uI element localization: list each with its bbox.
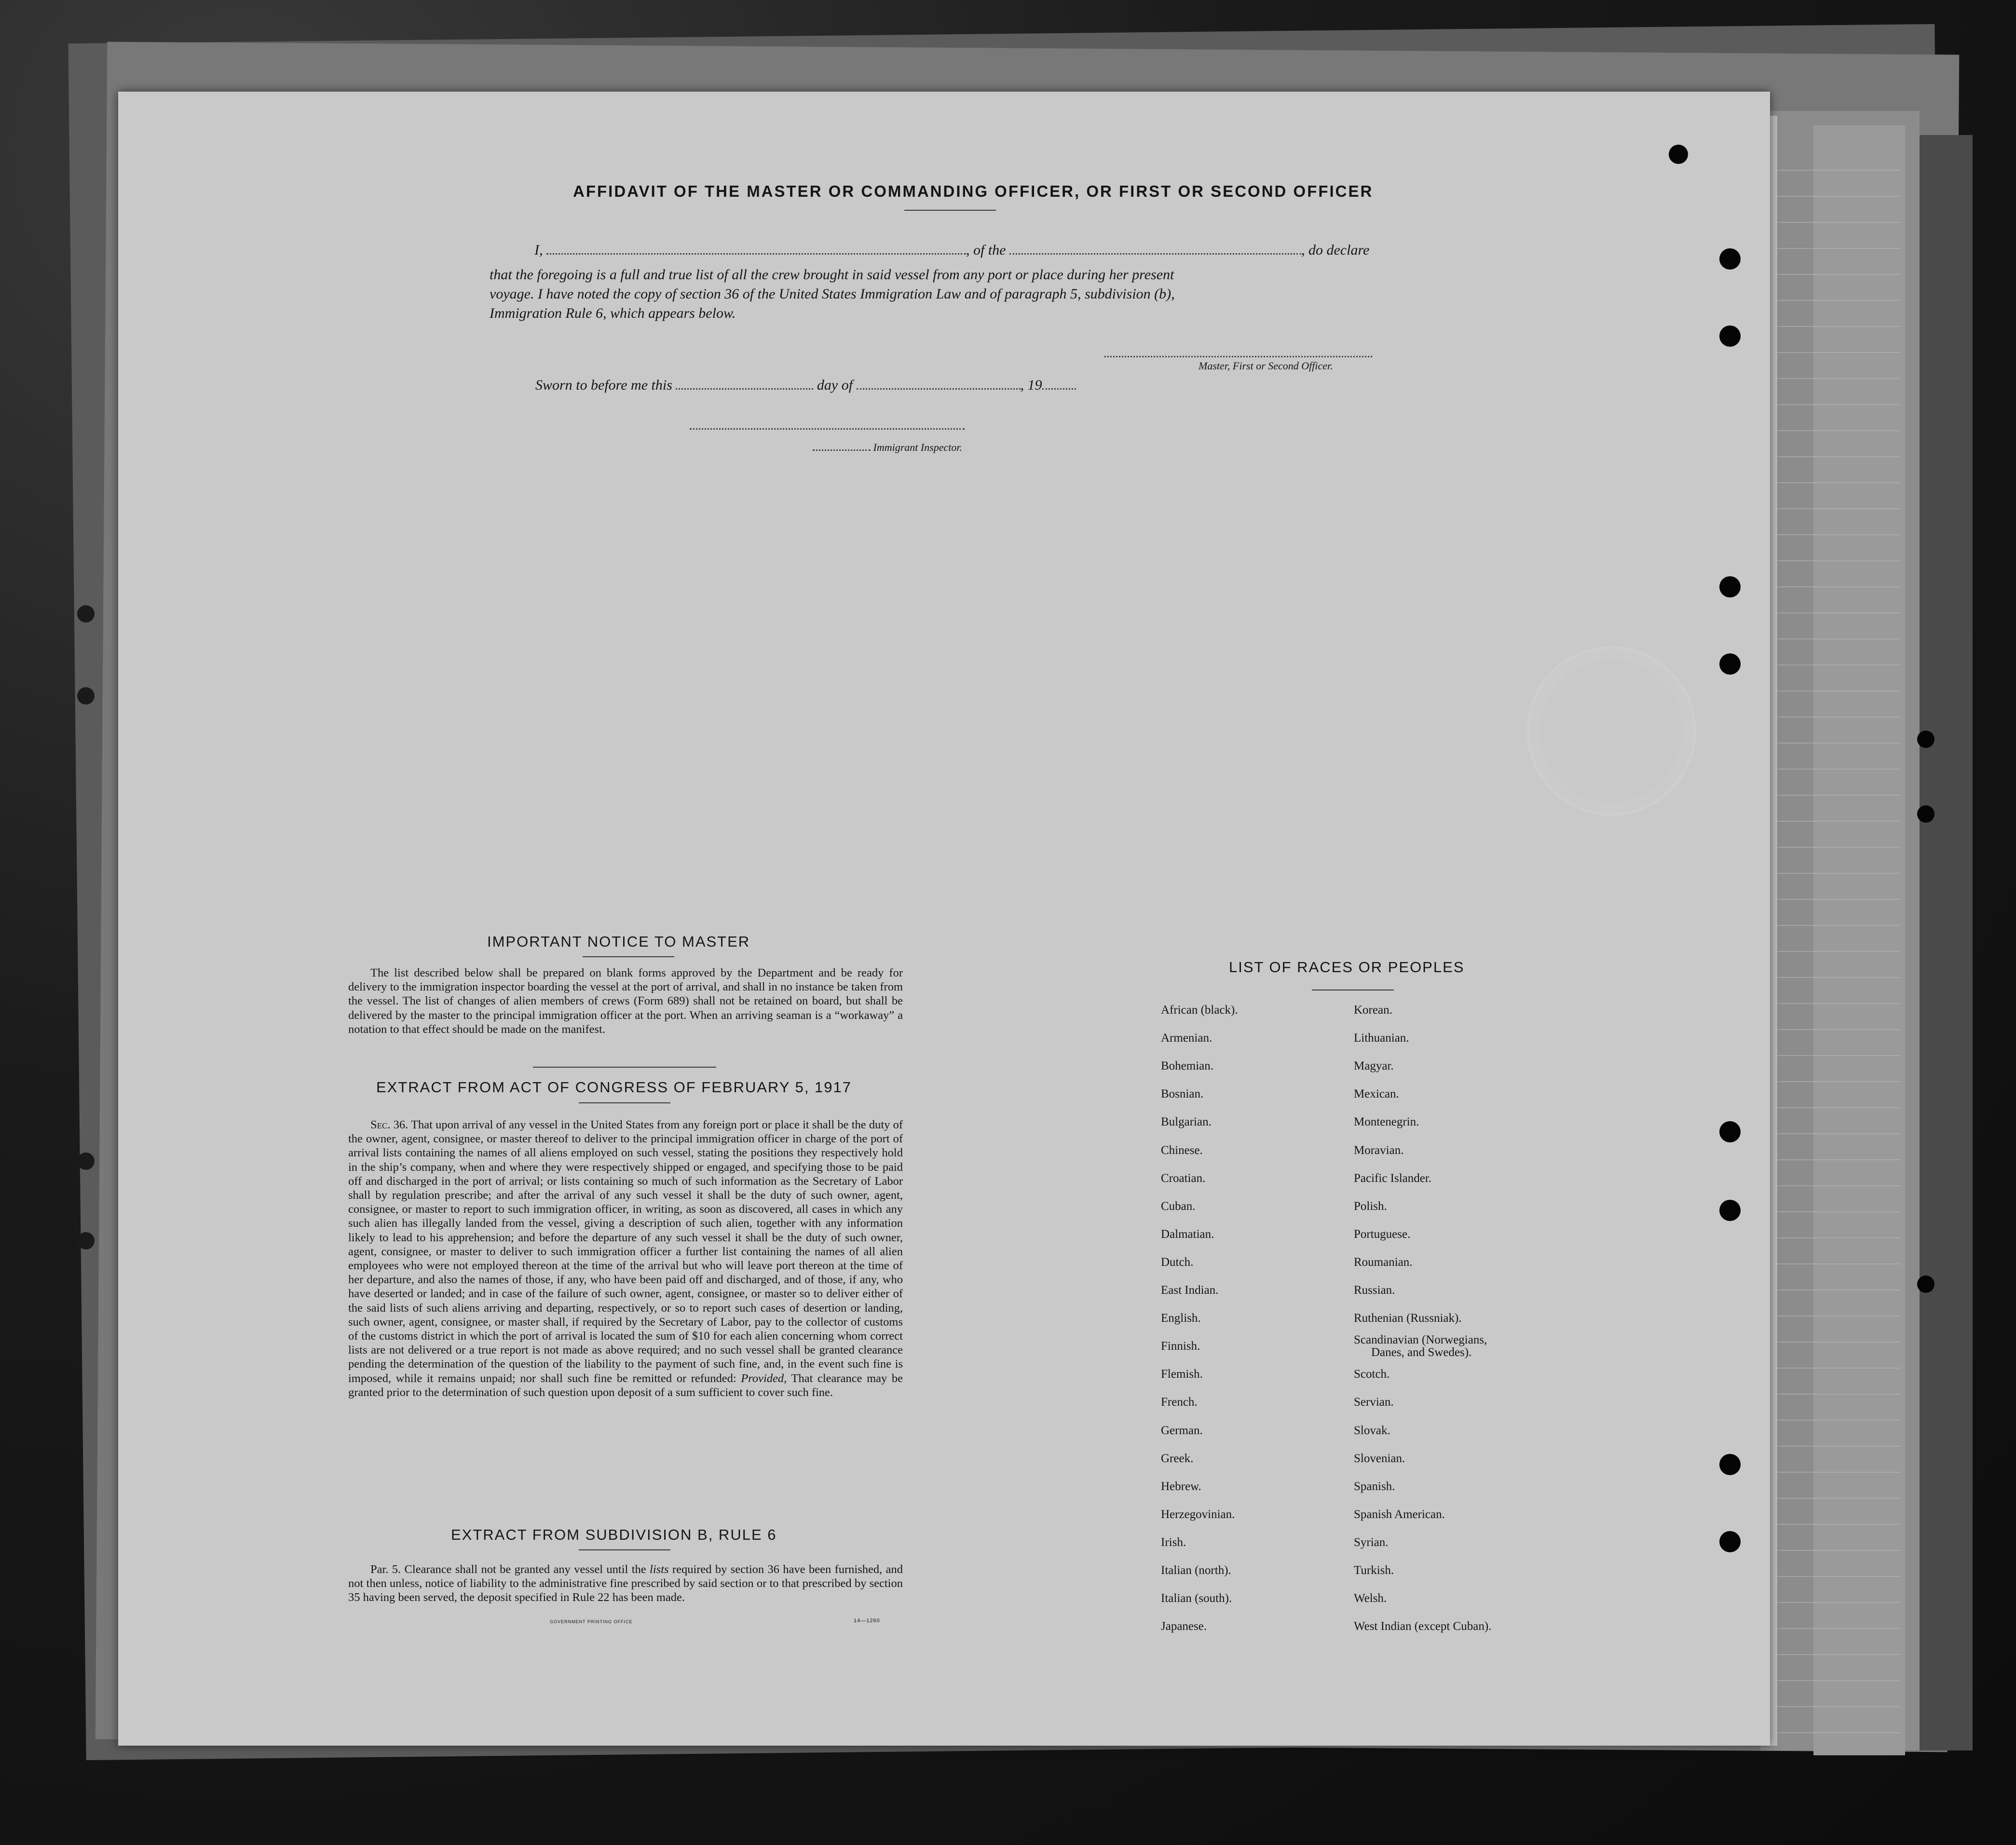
race-item: Ruthenian (Russniak). [1354, 1312, 1462, 1325]
race-item: Chinese. [1161, 1143, 1203, 1157]
act-body-tail: That clearance may be granted prior to the determination of such question upon deposit of a sum sufficient to cover such fine. [348, 1371, 903, 1399]
punch-hole [1719, 1454, 1741, 1475]
race-item: Dutch. [1161, 1255, 1194, 1269]
provided-word: Provided, [741, 1371, 787, 1385]
punch-hole [1719, 653, 1741, 675]
day-blank [676, 385, 813, 390]
notice-end-rule [533, 1067, 716, 1068]
race-item: Roumanian. [1354, 1255, 1413, 1269]
race-item: Moravian. [1354, 1143, 1404, 1157]
rule-body-tail: required by section 36 have been furnished, and not then unless, notice of liability to the administrative fine prescribed by said section or to that prescribed by section 35 having been served, the deposit specified in Rule 22 has been made. [348, 1563, 903, 1604]
race-item: Bulgarian. [1161, 1115, 1212, 1129]
race-item: Irish. [1161, 1535, 1186, 1549]
inspector-dots [813, 448, 871, 451]
race-item: Dalmatian. [1161, 1227, 1214, 1241]
race-item: Russian. [1354, 1284, 1395, 1297]
sworn-text: Sworn to before me this [535, 377, 672, 393]
affidavit-line3: voyage. I have noted the copy of section 36 of the United States Immigration Law and of paragraph 5, subdivision (b), [490, 286, 1175, 302]
year-blank [1042, 385, 1076, 390]
race-item: Italian (north). [1161, 1564, 1231, 1577]
printer-imprint: GOVERNMENT PRINTING OFFICE [550, 1619, 633, 1624]
inspector-caption-text: Immigrant Inspector. [873, 441, 963, 453]
sec-label: Sec. 36. [370, 1118, 409, 1131]
race-item: Welsh. [1354, 1592, 1387, 1605]
race-item: Spanish American. [1354, 1507, 1445, 1521]
sworn-line [535, 377, 1076, 393]
affidavit-do-declare: , do declare [1301, 242, 1370, 258]
embossed-seal [1526, 646, 1696, 816]
affidavit-i: I, [534, 242, 543, 258]
race-item: Armenian. [1161, 1031, 1212, 1045]
race-item: Herzegovinian. [1161, 1507, 1235, 1521]
punch-hole [1719, 576, 1741, 597]
race-item: Hebrew. [1161, 1479, 1201, 1493]
races-title: LIST OF RACES OR PEOPLES [1229, 959, 1465, 976]
underlying-sheet-edge [1915, 135, 1973, 1750]
affidavit-line2: that the foregoing is a full and true list of all the crew brought in said vessel from any port or place during her present [490, 267, 1174, 283]
document-page [118, 92, 1770, 1746]
form-number: 14—1260 [854, 1618, 880, 1624]
race-item: Cuban. [1161, 1199, 1196, 1213]
race-item-line: Scandinavian (Norwegians, [1354, 1333, 1487, 1347]
punch-hole [77, 1153, 95, 1170]
inspector-line [690, 428, 965, 430]
race-item: Flemish. [1161, 1368, 1203, 1381]
race-item: Spanish. [1354, 1479, 1395, 1493]
punch-hole [1719, 1121, 1741, 1142]
year-prefix: , 19 [1020, 377, 1042, 393]
race-item: Montenegrin. [1354, 1115, 1419, 1129]
race-item: Finnish. [1161, 1340, 1200, 1353]
punch-hole [77, 605, 95, 623]
race-item: African (black). [1161, 1004, 1238, 1017]
race-item: Bosnian. [1161, 1087, 1204, 1101]
race-item: Slovenian. [1354, 1452, 1405, 1465]
signature-line [1104, 356, 1372, 357]
punch-hole [1719, 1200, 1741, 1221]
punch-hole [1917, 731, 1934, 748]
lists-word: lists [650, 1563, 669, 1576]
race-item: Korean. [1354, 1004, 1392, 1017]
race-item: Japanese. [1161, 1620, 1207, 1633]
race-item: Syrian. [1354, 1535, 1389, 1549]
race-item: German. [1161, 1424, 1203, 1437]
affidavit-of-the: , of the [966, 242, 1006, 258]
race-item: Lithuanian. [1354, 1031, 1409, 1045]
punch-hole [1719, 248, 1741, 270]
notice-body-text: The list described below shall be prepared on blank forms approved by the Department and be ready for delivery to the immigration inspector boarding the vessel at the port of arrival, and shall in no instance be taken from the vessel. The list of changes of alien members of crews (Form 689) shall not be retained on board, but shall be delivered by the master to the principal immigration officer at the port. When an arriving seaman is a “workaway” a notation to that effect should be made on the manifest. [348, 966, 903, 1036]
month-blank [857, 385, 1021, 390]
notice-rule [583, 956, 674, 957]
vessel-blank [1009, 250, 1301, 255]
ruled-lines [1775, 145, 1900, 1736]
race-item: French. [1161, 1396, 1198, 1409]
affidavit-title: AFFIDAVIT OF THE MASTER OR COMMANDING OFFICER, OR FIRST OR SECOND OFFICER [573, 182, 1374, 200]
signature-caption: Master, First or Second Officer. [1199, 360, 1333, 372]
act-body [348, 1118, 903, 1399]
day-of-text: day of [817, 377, 853, 393]
title-rule [904, 210, 996, 211]
rule-body [348, 1562, 903, 1605]
race-item: Polish. [1354, 1199, 1387, 1213]
inspector-caption [813, 441, 962, 454]
affidavit-line4: Immigration Rule 6, which appears below. [490, 305, 736, 321]
affidavit-line1 [534, 242, 1369, 258]
rule-title-rule [579, 1549, 670, 1550]
race-item: Scotch. [1354, 1368, 1390, 1381]
name-blank [546, 250, 966, 255]
race-item: East Indian. [1161, 1284, 1219, 1297]
race-item [1354, 1334, 1487, 1359]
race-item: Magyar. [1354, 1059, 1394, 1073]
act-body-text: That upon arrival of any vessel in the United States from any foreign port or place it shall be the duty of the owner, agent, consignee, or master thereof to deliver to the principal immigration officer in charge of the port of arrival lists containing the names of all aliens employed on such vessel, stating the positions they respectively hold in the ship’s company, when and where they were respectively shipped or engaged, and specifying those to be paid off and discharged in the port of arrival; or lists containing so much of such information as the Secretary of Labor shall by regulation prescribe; and after the arrival of any such vessel it shall be the duty of such owner, agent, consignee, or master to report to such immigration officer, in writing, as soon as discovered, all cases in which any such alien has illegally landed from the vessel, giving a description of such alien, together with any information likely to lead to his apprehension; and before the departure of any such vessel it shall be the duty of such owner, agent, consignee, or master to deliver to such immigration officer a further list containing the names of all alien employees who were not employed thereon at the time of the arrival but who will leave port thereon at the time of her departure, and also the names of those, if any, who have been paid off and discharged, and of those, if any, who have deserted or landed; and in case of the failure of such owner, agent, consignee, or master so to deliver either of the said lists of such aliens arriving and departing, respectively, or so to report such cases of desertion or landing, such owner, agent, consignee, or master shall, if required by the Secretary of Labor, pay to the collector of customs of the customs district in which the port of arrival is located the sum of $10 for each alien concerning whom correct lists are not delivered or a true report is not made as above required; and no such vessel shall be granted clearance pending the determination of the question of the liability to the payment of such fine, and, in the event such fine is imposed, while it remains unpaid; nor shall such fine be remitted or refunded: [348, 1118, 903, 1385]
race-item: Portuguese. [1354, 1227, 1411, 1241]
race-item: Servian. [1354, 1396, 1394, 1409]
punch-hole [77, 1232, 95, 1249]
punch-hole [1917, 1275, 1934, 1293]
act-title: EXTRACT FROM ACT OF CONGRESS OF FEBRUARY 5, 1917 [376, 1079, 852, 1096]
race-item-continuation: Danes, and Swedes). [1371, 1346, 1472, 1359]
race-item: Italian (south). [1161, 1592, 1232, 1605]
race-item: Pacific Islander. [1354, 1171, 1432, 1185]
notice-title: IMPORTANT NOTICE TO MASTER [487, 933, 750, 950]
race-item: Mexican. [1354, 1087, 1399, 1101]
race-item: English. [1161, 1312, 1201, 1325]
act-rule [579, 1102, 670, 1103]
rule-title: EXTRACT FROM SUBDIVISION B, RULE 6 [451, 1526, 777, 1543]
punch-hole [1917, 805, 1934, 823]
notice-body [348, 966, 903, 1036]
race-item: Slovak. [1354, 1424, 1390, 1437]
race-item: Croatian. [1161, 1171, 1206, 1185]
punch-hole [77, 687, 95, 705]
race-item: Turkish. [1354, 1564, 1394, 1577]
rule-body-text: Par. 5. Clearance shall not be granted any vessel until the [370, 1563, 646, 1576]
punch-hole [1719, 326, 1741, 347]
punch-hole [1669, 145, 1688, 164]
punch-hole [1719, 1531, 1741, 1552]
race-item: West Indian (except Cuban). [1354, 1620, 1492, 1633]
race-item: Bohemian. [1161, 1059, 1214, 1073]
race-item: Greek. [1161, 1452, 1194, 1465]
